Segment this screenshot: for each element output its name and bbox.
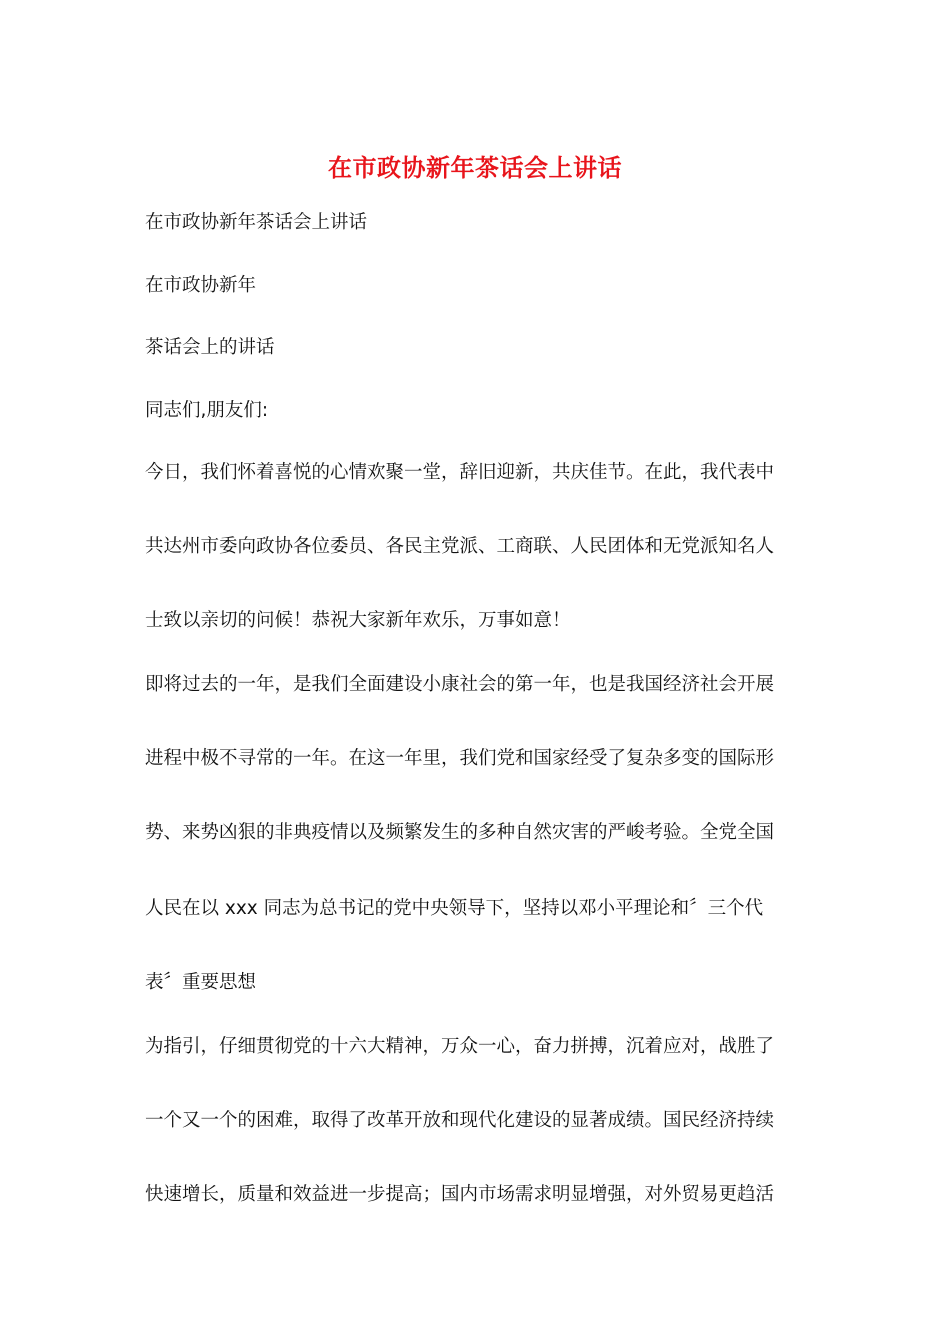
text-line: 人民在以 xxx 同志为总书记的党中央领导下，坚持以邓小平理论和〞三个代 — [145, 898, 764, 919]
text-line: 快速增长，质量和效益进一步提高；国内市场需求明显增强，对外贸易更趋活 — [145, 1184, 775, 1205]
text-line: 进程中极不寻常的一年。在这一年里，我们党和国家经受了复杂多变的国际形 — [145, 748, 775, 769]
text-line: 一个又一个的困难，取得了改革开放和现代化建设的显著成绩。国民经济持续 — [145, 1110, 775, 1131]
text-line: 即将过去的一年，是我们全面建设小康社会的第一年，也是我国经济社会开展 — [145, 674, 775, 695]
text-line: 在市政协新年茶话会上讲话 — [145, 212, 368, 233]
text-line: 茶话会上的讲话 — [145, 337, 275, 358]
text-line: 今日，我们怀着喜悦的心情欢聚一堂，辞旧迎新，共庆佳节。在此，我代表中 — [145, 462, 775, 483]
text-line: 士致以亲切的问候！恭祝大家新年欢乐，万事如意！ — [145, 610, 571, 631]
text-line: 在市政协新年 — [145, 275, 257, 296]
text-line: 同志们,朋友们: — [145, 400, 269, 421]
text-line: 为指引，仔细贯彻党的十六大精神，万众一心，奋力拼搏，沉着应对，战胜了 — [145, 1036, 775, 1057]
text-line: 势、来势凶狠的非典疫情以及频繁发生的多种自然灾害的严峻考验。全党全国 — [145, 822, 775, 843]
text-line: 共达州市委向政协各位委员、各民主党派、工商联、人民团体和无党派知名人 — [145, 536, 775, 557]
text-line: 表〞重要思想 — [145, 972, 257, 993]
document-title: 在市政协新年茶话会上讲话 — [328, 153, 622, 182]
